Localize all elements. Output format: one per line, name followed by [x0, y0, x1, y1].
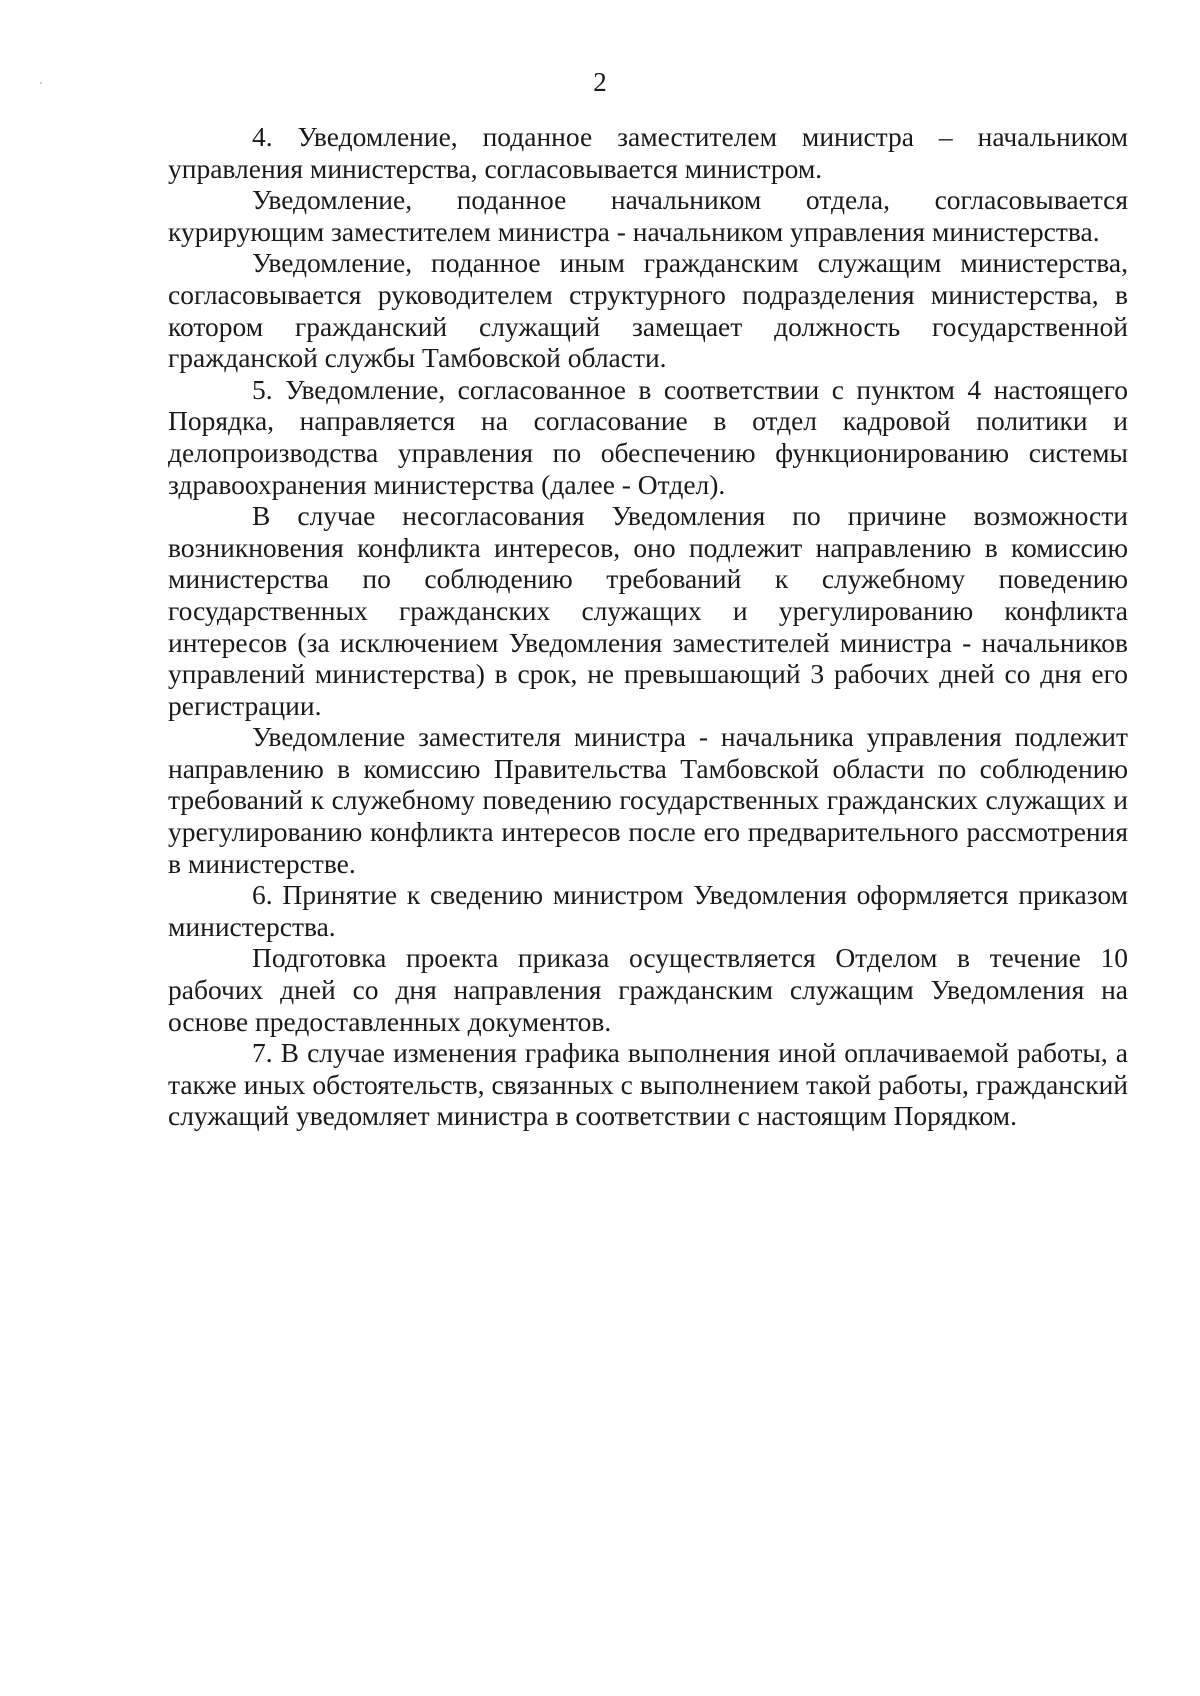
- paragraph-5-deputy-minister: Уведомление заместителя министра - начальника управления подлежит направлению в комиссию Правительства Тамбовской области по соблюдению требований к служебному поведению государственных гражданских служащих и урегулированию конфликта интересов после его предварительного рассмотрения в министерстве.: [168, 721, 1128, 879]
- paragraph-4-other-servants: Уведомление, поданное иным гражданским служащим министерства, согласовывается руководителем структурного подразделения министерства, в котором гражданский служащий замещает должность государственной гражданской службы Тамбовской области.: [168, 247, 1128, 374]
- paragraph-6-order-preparation: Подготовка проекта приказа осуществляется Отделом в течение 10 рабочих дней со дня направления гражданским служащим Уведомления на основе предоставленных документов.: [168, 942, 1128, 1037]
- paragraph-7: 7. В случае изменения графика выполнения иной оплачиваемой работы, а также иных обстоятельств, связанных с выполнением такой работы, гражданский служащий уведомляет министра в соответствии с настоящим Порядком.: [168, 1037, 1128, 1132]
- paragraph-5: 5. Уведомление, согласованное в соответствии с пунктом 4 настоящего Порядка, направляется на согласование в отдел кадровой политики и делопроизводства управления по обеспечению функционированию системы здравоохранения министерства (далее - Отдел).: [168, 373, 1128, 500]
- paragraph-4-head-of-department: Уведомление, поданное начальником отдела, согласовывается курирующим заместителем министра - начальником управления министерства.: [168, 184, 1128, 247]
- document-body: [168, 121, 1128, 1132]
- paragraph-4: 4. Уведомление, поданное заместителем министра – начальником управления министерства, согласовывается министром.: [168, 121, 1128, 184]
- page-number: 2: [593, 67, 607, 97]
- paragraph-5-disagreement: В случае несогласования Уведомления по причине возможности возникновения конфликта интересов, оно подлежит направлению в комиссию министерства по соблюдению требований к служебному поведению государственных гражданских служащих и урегулированию конфликта интересов (за исключением Уведомления заместителей министра - начальников управлений министерства) в срок, не превышающий 3 рабочих дней со дня его регистрации.: [168, 500, 1128, 721]
- paragraph-6: 6. Принятие к сведению министром Уведомления оформляется приказом министерства.: [168, 879, 1128, 942]
